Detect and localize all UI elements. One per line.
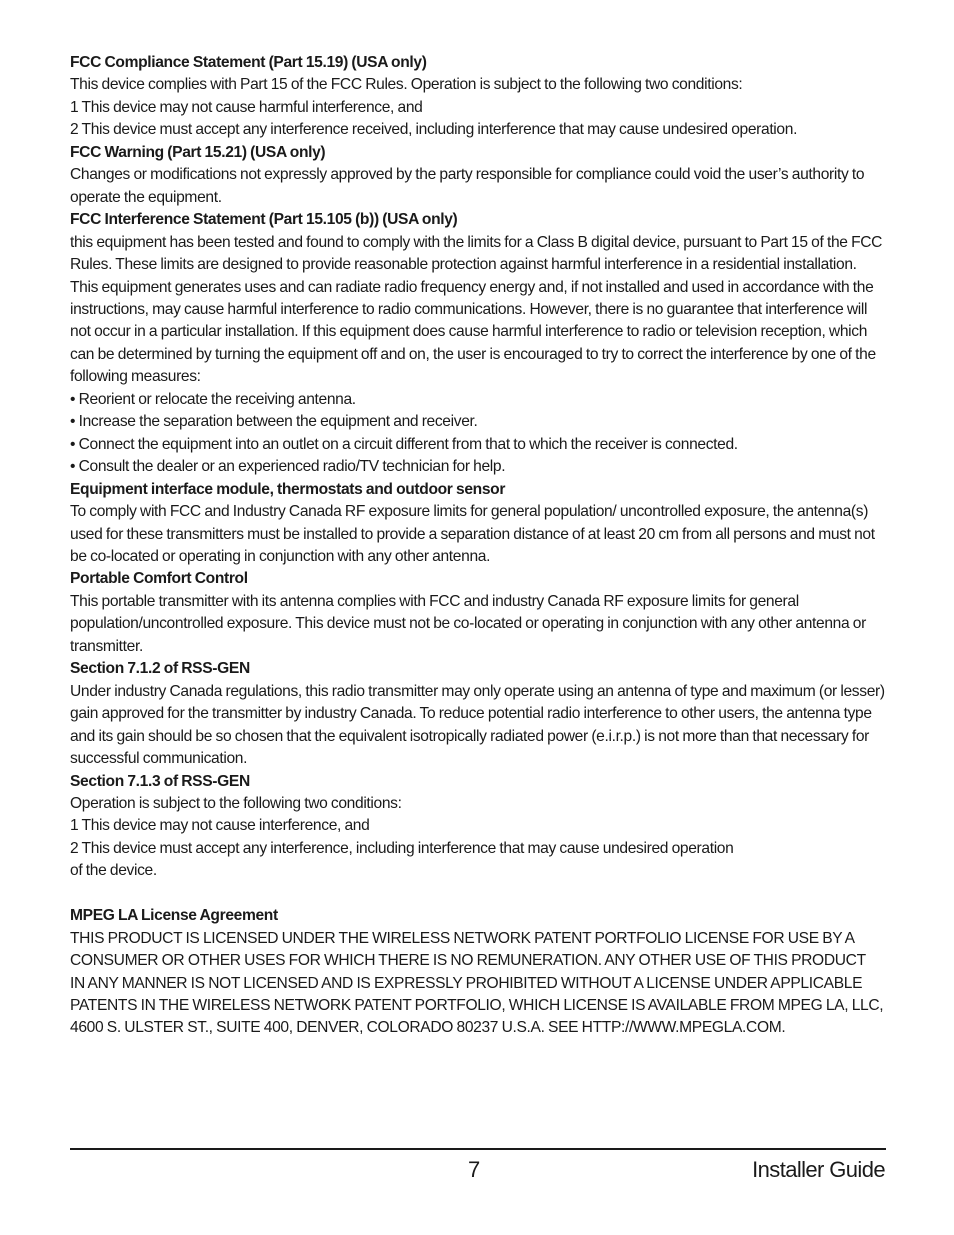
- equipment-interface-text: To comply with FCC and Industry Canada RF exposure limits for general population/ uncontrolled exposure, the antenna(s) used for these transmitters must be installed to provide a separation distance of at least 20 cm from all persons and must not be co-located or operating in conjunction with any other antenna.: [70, 503, 875, 565]
- footer-title: Installer Guide: [752, 1157, 885, 1182]
- mpeg-la-heading: MPEG LA License Agreement: [70, 907, 278, 925]
- fcc-interference-bullet-2: • Increase the separation between the equipment and receiver.: [70, 413, 478, 431]
- footer-divider: [70, 1148, 886, 1150]
- fcc-interference-bullet-1: • Reorient or relocate the receiving antenna.: [70, 390, 356, 408]
- fcc-warning-heading: FCC Warning (Part 15.21) (USA only): [70, 143, 326, 161]
- mpeg-la-line-1: THIS PRODUCT IS LICENSED UNDER THE WIRELESS NETWORK PATENT PORTFOLIO LICENSE FOR USE BY A: [70, 929, 855, 947]
- rss-gen-713-line-1: Operation is subject to the following two conditions:: [70, 794, 402, 812]
- mpeg-la-line-2: CONSUMER OR OTHER USES FOR WHICH THERE IS NO REMUNERATION. ANY OTHER USE OF THIS PRODUCT: [70, 952, 866, 970]
- fcc-warning-text: Changes or modifications not expressly approved by the party responsible for compliance could void the user’s authority to operate the equipment.: [70, 166, 865, 206]
- rss-gen-713-line-2: 1 This device may not cause interference, and: [70, 817, 370, 835]
- page-number: 7: [468, 1157, 480, 1182]
- portable-comfort-text: This portable transmitter with its antenna complies with FCC and industry Canada RF exposure limits for general population/uncontrolled exposure. This device must not be co-located or operating in conjunction with any other antenna or transmitter.: [70, 592, 866, 655]
- rss-gen-712-heading: Section 7.1.2 of RSS-GEN: [70, 660, 250, 678]
- rss-gen-713-line-4: of the device.: [70, 862, 157, 880]
- rss-gen-712-text: Under industry Canada regulations, this radio transmitter may only operate using an antenna of type and maximum (or lesser) gain approved for the transmitter by industry Canada. To reduce potential radio interference to other users, the antenna type and its gain should be so chosen that the equivalent isotropically radiated power (e.i.r.p.) is not more than that necessary for successful communication.: [70, 682, 885, 768]
- fcc-compliance-heading: FCC Compliance Statement (Part 15.19) (USA only): [70, 54, 427, 71]
- fcc-compliance-line-1: This device complies with Part 15 of the FCC Rules. Operation is subject to the following two conditions:: [70, 76, 743, 94]
- rss-gen-713-heading: Section 7.1.3 of RSS-GEN: [70, 772, 250, 790]
- rss-gen-713-line-3: 2 This device must accept any interference, including interference that may cause undesired operation: [70, 839, 734, 857]
- mpeg-la-line-3: IN ANY MANNER IS NOT LICENSED AND IS EXPRESSLY PROHIBITED WITHOUT A LICENSE UNDER APPLICABLE: [70, 974, 863, 992]
- mpeg-la-line-5: 4600 S. ULSTER ST., SUITE 400, DENVER, COLORADO 80237 U.S.A. SEE HTTP://WWW.MPEGLA.COM.: [70, 1019, 786, 1037]
- fcc-interference-bullet-3: • Connect the equipment into an outlet on a circuit different from that to which the receiver is connected.: [70, 435, 738, 453]
- section-spacer: [70, 883, 886, 905]
- fcc-compliance-line-3: 2 This device must accept any interference received, including interference that may cause undesired operation.: [70, 121, 798, 139]
- fcc-compliance-line-2: 1 This device may not cause harmful interference, and: [70, 98, 423, 116]
- equipment-interface-heading: Equipment interface module, thermostats and outdoor sensor: [70, 480, 506, 498]
- fcc-interference-bullet-4: • Consult the dealer or an experienced radio/TV technician for help.: [70, 458, 506, 476]
- page-content: [70, 52, 886, 1040]
- mpeg-la-line-4: PATENTS IN THE WIRELESS NETWORK PATENT PORTFOLIO, WHICH LICENSE IS AVAILABLE FROM MPEG LA, LLC,: [70, 997, 884, 1015]
- fcc-interference-heading: FCC Interference Statement (Part 15.105 (b)) (USA only): [70, 211, 458, 229]
- fcc-interference-text: this equipment has been tested and found to comply with the limits for a Class B digital device, pursuant to Part 15 of the FCC Rules. These limits are designed to provide reasonable protection against harmful interference in a residential installation. This equipment generates uses and can radiate radio frequency energy and, if not installed and used in accordance with the instructions, may cause harmful interference to radio communications. However, there is no guarantee that interference will not occur in a particular installation. If this equipment does cause harmful interference to radio or television reception, which can be determined by turning the equipment off and on, the user is encouraged to try to correct the interference by one of the following measures:: [70, 233, 883, 386]
- portable-comfort-heading: Portable Comfort Control: [70, 570, 248, 588]
